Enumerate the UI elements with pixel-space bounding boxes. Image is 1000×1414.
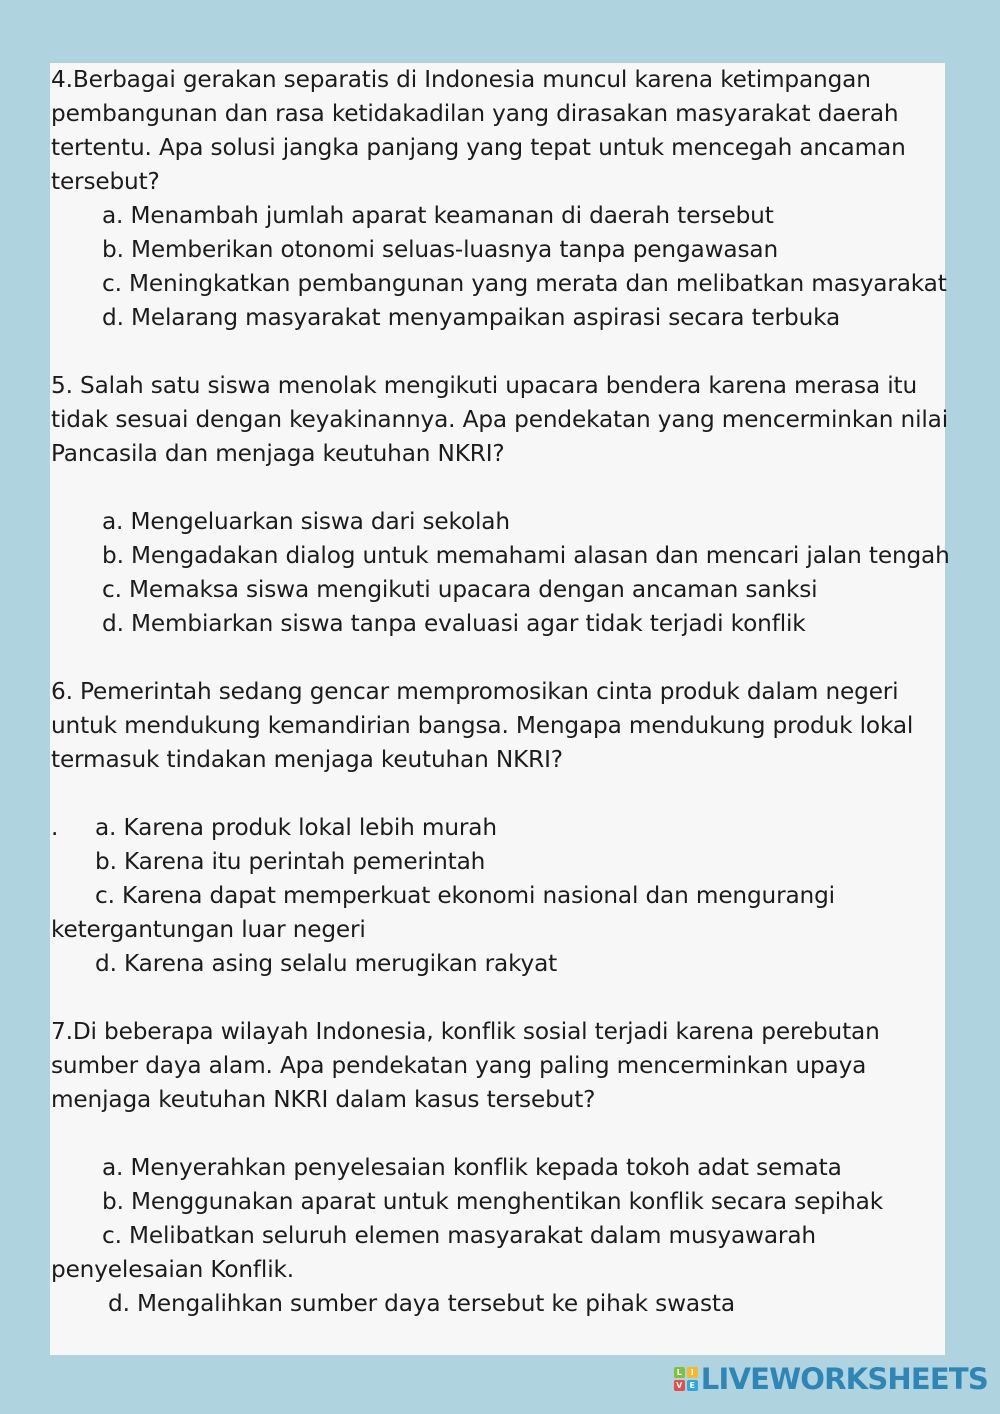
logo-letter: V — [674, 1380, 685, 1391]
q7-option-c[interactable]: c. Melibatkan seluruh elemen masyarakat dalam musyawarah — [102, 1222, 816, 1249]
brand-name: LIVEWORKSHEETS — [700, 1362, 988, 1396]
q4-option-a[interactable]: a. Menambah jumlah aparat keamanan di daerah tersebut — [102, 202, 774, 229]
q5-option-c[interactable]: c. Memaksa siswa mengikuti upacara dengan ancaman sanksi — [102, 576, 818, 603]
q7-text-line: 7.Di beberapa wilayah Indonesia, konflik sosial terjadi karena perebutan — [51, 1018, 880, 1045]
q6-option-b[interactable]: b. Karena itu perintah pemerintah — [95, 848, 486, 875]
q7-option-c-continuation[interactable]: penyelesaian Konflik. — [51, 1256, 295, 1283]
q5-option-a[interactable]: a. Mengeluarkan siswa dari sekolah — [102, 508, 510, 535]
q4-option-d[interactable]: d. Melarang masyarakat menyampaikan aspirasi secara terbuka — [102, 304, 841, 331]
q5-option-d[interactable]: d. Membiarkan siswa tanpa evaluasi agar tidak terjadi konflik — [102, 610, 806, 637]
q6-text-line: termasuk tindakan menjaga keutuhan NKRI? — [51, 746, 563, 773]
q4-text-line: 4.Berbagai gerakan separatis di Indonesia muncul karena ketimpangan — [51, 66, 871, 93]
logo-letter: L — [674, 1367, 685, 1378]
q5-text-line: Pancasila dan menjaga keutuhan NKRI? — [51, 440, 505, 467]
q6-text-line: 6. Pemerintah sedang gencar mempromosikan cinta produk dalam negeri — [51, 678, 899, 705]
q6-text-line: untuk mendukung kemandirian bangsa. Mengapa mendukung produk lokal — [51, 712, 914, 739]
q4-option-b[interactable]: b. Memberikan otonomi seluas-luasnya tanpa pengawasan — [102, 236, 779, 263]
logo-letter: I — [687, 1367, 698, 1378]
logo-letter: E — [687, 1380, 698, 1391]
q4-text-line: tersebut? — [51, 168, 160, 195]
q7-text-line: menjaga keutuhan NKRI dalam kasus tersebut? — [51, 1086, 596, 1113]
q6-stray-marker: . — [51, 814, 59, 841]
logo-grid-icon — [674, 1367, 698, 1391]
q6-option-d[interactable]: d. Karena asing selalu merugikan rakyat — [95, 950, 558, 977]
q7-option-b[interactable]: b. Menggunakan aparat untuk menghentikan konflik secara sepihak — [102, 1188, 883, 1215]
q5-option-b[interactable]: b. Mengadakan dialog untuk memahami alasan dan mencari jalan tengah — [102, 542, 950, 569]
q7-text-line: sumber daya alam. Apa pendekatan yang paling mencerminkan upaya — [51, 1052, 867, 1079]
q4-text-line: pembangunan dan rasa ketidakadilan yang dirasakan masyarakat daerah — [51, 100, 899, 127]
q7-option-a[interactable]: a. Menyerahkan penyelesaian konflik kepada tokoh adat semata — [102, 1154, 842, 1181]
q5-text-line: 5. Salah satu siswa menolak mengikuti upacara bendera karena merasa itu — [51, 372, 918, 399]
q4-option-c[interactable]: c. Meningkatkan pembangunan yang merata dan melibatkan masyarakat — [102, 270, 947, 297]
q7-option-d[interactable]: d. Mengalihkan sumber daya tersebut ke pihak swasta — [108, 1290, 735, 1317]
q6-option-c-continuation[interactable]: ketergantungan luar negeri — [51, 916, 366, 943]
q5-text-line: tidak sesuai dengan keyakinannya. Apa pendekatan yang mencerminkan nilai — [51, 406, 948, 433]
worksheet-sheet — [50, 63, 950, 1355]
q4-text-line: tertentu. Apa solusi jangka panjang yang tepat untuk mencegah ancaman — [51, 134, 906, 161]
q6-option-a[interactable]: a. Karena produk lokal lebih murah — [95, 814, 497, 841]
liveworksheets-logo — [674, 1362, 988, 1396]
q6-option-c[interactable]: c. Karena dapat memperkuat ekonomi nasional dan mengurangi — [95, 882, 835, 909]
